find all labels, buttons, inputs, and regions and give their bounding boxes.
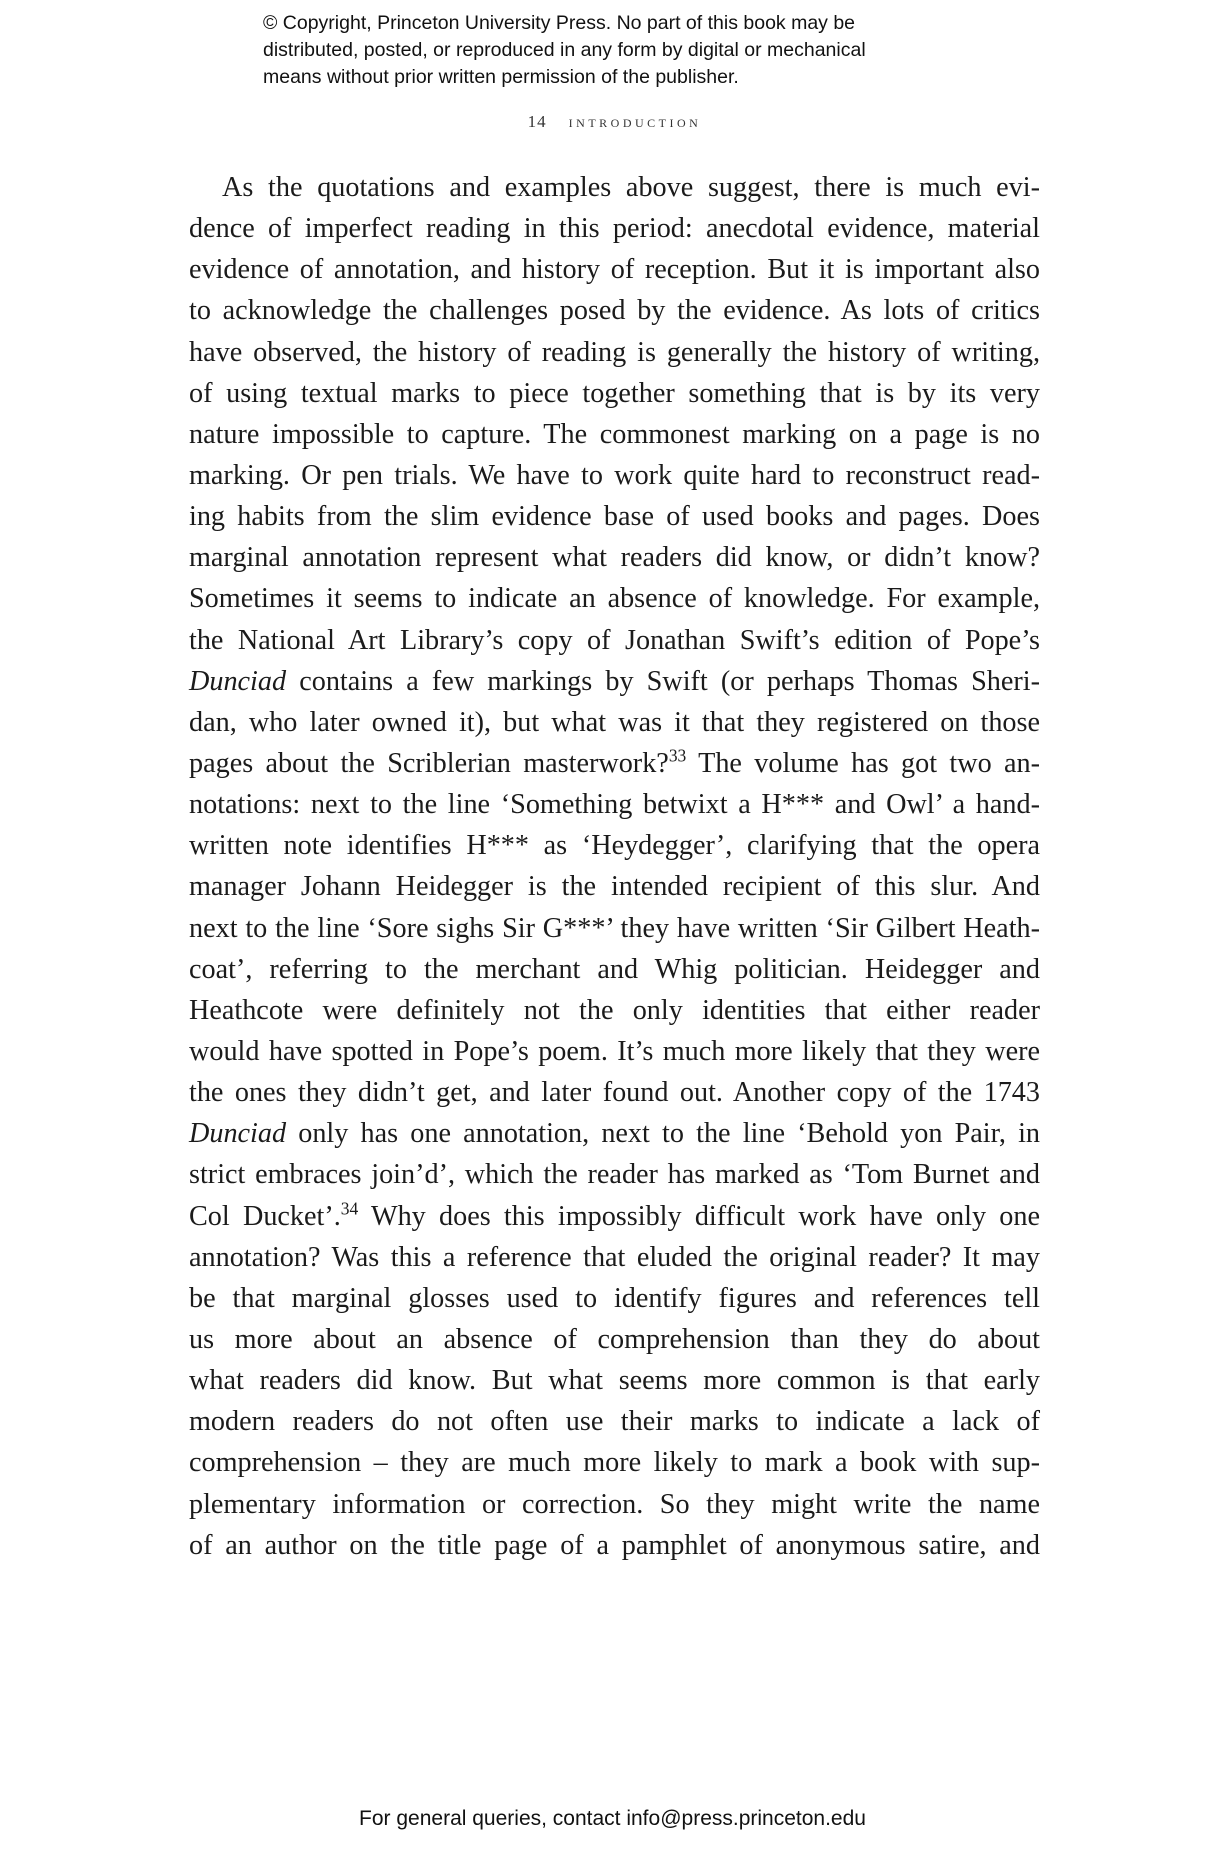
text-line: Heathcote were definitely not the only identities that either reader [189, 994, 1040, 1026]
text-line: the National Art Library’s copy of Jonathan Swift’s edition of Pope’s [189, 624, 1040, 656]
text-line: Col Ducket’.$^{34}$ Why does this impossibly difficult work have only one [189, 1198, 1040, 1232]
text-line: marking. Or pen trials. We have to work quite hard to reconstruct read- [189, 459, 1040, 491]
book-title-italic: Dunciad [189, 1118, 287, 1150]
text-line: Dunciad contains a few markings by Swift (or perhaps Thomas Sheri- [189, 665, 1040, 697]
copyright-line: distributed, posted, or reproduced in any form by digital or mechanical [263, 39, 866, 61]
copyright-line: means without prior written permission of the publisher. [263, 66, 739, 88]
text-line: As the quotations and examples above suggest, there is much evi- [222, 172, 1040, 203]
text-line: evidence of annotation, and history of reception. But it is important also [189, 254, 1040, 286]
text-line: would have spotted in Pope’s poem. It’s much more likely that they were [189, 1035, 1040, 1067]
text-line: the ones they didn’t get, and later found out. Another copy of the 1743 [189, 1077, 1040, 1109]
running-head [189, 112, 1040, 132]
copyright-line: © Copyright, Princeton University Press. No part of this book may be [263, 12, 856, 34]
footer-contact: For general queries, contact info@press.princeton.edu [359, 1807, 866, 1830]
text-line: Dunciad only has one annotation, next to the line ‘Behold yon Pair, in [189, 1118, 1040, 1150]
text-line: have observed, the history of reading is generally the history of writing, [189, 336, 1040, 368]
text-line: annotation? Was this a reference that eluded the original reader? It may [189, 1241, 1040, 1273]
text-line: be that marginal glosses used to identify figures and references tell [189, 1282, 1040, 1314]
text-line: of an author on the title page of a pamphlet of anonymous satire, and [189, 1529, 1040, 1561]
text-line: manager Johann Heidegger is the intended recipient of this slur. And [189, 871, 1040, 903]
text-line: modern readers do not often use their marks to indicate a lack of [189, 1406, 1040, 1438]
text-line: written note identifies H*** as ‘Heydegger’, clarifying that the opera [189, 830, 1040, 862]
text-line: us more about an absence of comprehension than they do about [189, 1323, 1040, 1355]
text-line: dan, who later owned it), but what was it that they registered on those [189, 706, 1040, 738]
text-line: nature impossible to capture. The commonest marking on a page is no [189, 418, 1040, 450]
text-line: comprehension – they are much more likely to mark a book with sup- [189, 1447, 1040, 1479]
body-paragraph [189, 167, 1040, 1566]
text-line: ing habits from the slim evidence base of used books and pages. Does [189, 501, 1040, 533]
text-line: pages about the Scriblerian masterwork?$^{33}$ The volume has got two an- [189, 745, 1040, 779]
page-number: 14 [527, 112, 547, 131]
text-line: Sometimes it seems to indicate an absence of knowledge. For example, [189, 583, 1040, 615]
text-line: notations: next to the line ‘Something betwixt a H*** and Owl’ a hand- [189, 789, 1040, 821]
text-line: strict embraces join’d’, which the reader has marked as ‘Tom Burnet and [189, 1159, 1040, 1191]
text-line: plementary information or correction. So they might write the name [189, 1488, 1040, 1520]
book-title-italic: Dunciad [189, 665, 287, 697]
text-line: of using textual marks to piece together something that is by its very [189, 377, 1040, 409]
text-line: marginal annotation represent what readers did know, or didn’t know? [189, 542, 1040, 574]
text-line: next to the line ‘Sore sighs Sir G***’ they have written ‘Sir Gilbert Heath- [189, 912, 1040, 944]
text-line: dence of imperfect reading in this period: anecdotal evidence, material [189, 213, 1040, 245]
text-line: coat’, referring to the merchant and Whig politician. Heidegger and [189, 953, 1040, 985]
copyright-notice [263, 10, 1023, 91]
footnote-ref: 34 [340, 1198, 359, 1219]
text-line: to acknowledge the challenges posed by the evidence. As lots of critics [189, 295, 1040, 327]
chapter-title: introduction [568, 112, 702, 131]
text-line: what readers did know. But what seems more common is that early [189, 1365, 1040, 1397]
footnote-ref: 33 [668, 745, 687, 766]
